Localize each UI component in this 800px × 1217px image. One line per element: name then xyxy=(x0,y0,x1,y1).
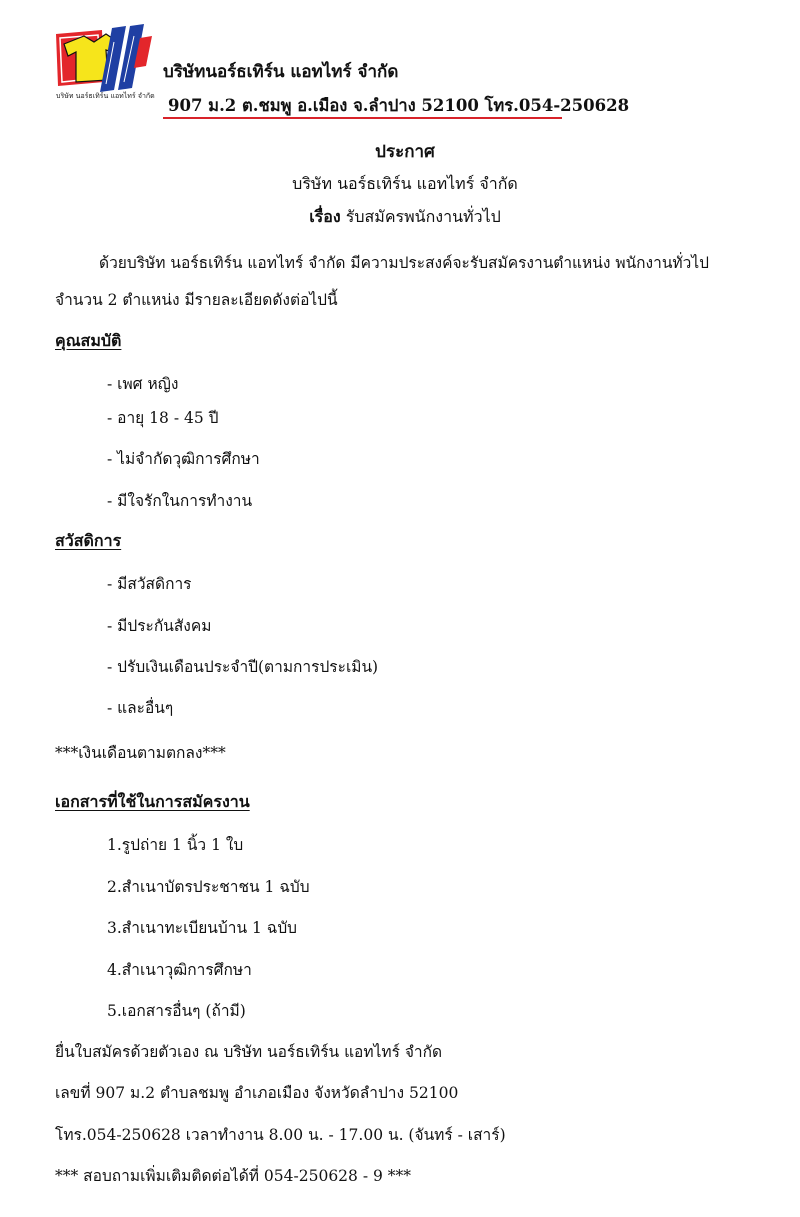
qualification-item: - มีใจรักในการทำงาน xyxy=(107,492,253,510)
footer-submit-line: ยื่นใบสมัครด้วยตัวเอง ณ บริษัท นอร์ธเทิร์น แอทไทร์ จำกัด xyxy=(55,1043,443,1061)
document-item: 3.สำเนาทะเบียนบ้าน 1 ฉบับ xyxy=(107,919,297,937)
subject-label: เรื่อง xyxy=(309,207,341,226)
intro-line-1: ด้วยบริษัท นอร์ธเทิร์น แอทไทร์ จำกัด มีความประสงค์จะรับสมัครงานตำแหน่ง พนักงานทั่วไป xyxy=(99,254,709,272)
document-item: 1.รูปถ่าย 1 นิ้ว 1 ใบ xyxy=(107,836,244,854)
company-address: 907 ม.2 ต.ชมพู อ.เมือง จ.ลำปาง 52100 โทร.054-250628 xyxy=(168,96,630,115)
company-name: บริษัทนอร์ธเทิร์น แอทไทร์ จำกัด xyxy=(163,62,399,82)
logo-caption: บริษัท นอร์ธเทิร์น แอทไทร์ จำกัด xyxy=(56,92,155,100)
documents-heading: เอกสารที่ใช้ในการสมัครงาน xyxy=(55,792,250,811)
subject-text: รับสมัครพนักงานทั่วไป xyxy=(340,207,501,226)
company-logo xyxy=(54,22,154,94)
qualification-item: - เพศ หญิง xyxy=(107,375,179,393)
welfare-item: - และอื่นๆ xyxy=(107,699,174,717)
welfare-item: - มีสวัสดิการ xyxy=(107,575,192,593)
welfare-item: - มีประกันสังคม xyxy=(107,617,212,635)
announcement-subject xyxy=(0,205,800,230)
logo-graphic xyxy=(54,22,154,94)
document-item: 2.สำเนาบัตรประชาชน 1 ฉบับ xyxy=(107,878,310,896)
footer-hours-line: โทร.054-250628 เวลาทำงาน 8.00 น. - 17.00 น. (จันทร์ - เสาร์) xyxy=(55,1126,506,1144)
footer-address-line: เลขที่ 907 ม.2 ตำบลชมพู อำเภอเมือง จังหวัดลำปาง 52100 xyxy=(55,1084,459,1102)
qualification-item: - อายุ 18 - 45 ปี xyxy=(107,409,219,427)
document-item: 5.เอกสารอื่นๆ (ถ้ามี) xyxy=(107,1002,246,1020)
header-divider xyxy=(163,117,562,119)
announcement-company: บริษัท นอร์ธเทิร์น แอทไทร์ จำกัด xyxy=(292,174,518,193)
qualification-item: - ไม่จำกัดวุฒิการศึกษา xyxy=(107,450,260,468)
salary-note: ***เงินเดือนตามตกลง*** xyxy=(55,744,226,762)
footer-contact-line: *** สอบถามเพิ่มเติมติดต่อได้ที่ 054-250628 - 9 *** xyxy=(55,1167,412,1185)
document-item: 4.สำเนาวุฒิการศึกษา xyxy=(107,961,252,979)
welfare-heading: สวัสดิการ xyxy=(55,531,122,550)
welfare-item: - ปรับเงินเดือนประจำปี(ตามการประเมิน) xyxy=(107,658,379,676)
qualifications-heading: คุณสมบัติ xyxy=(55,331,122,350)
announcement-title: ประกาศ xyxy=(375,142,435,162)
intro-line-2: จำนวน 2 ตำแหน่ง มีรายละเอียดดังต่อไปนี้ xyxy=(55,291,338,309)
